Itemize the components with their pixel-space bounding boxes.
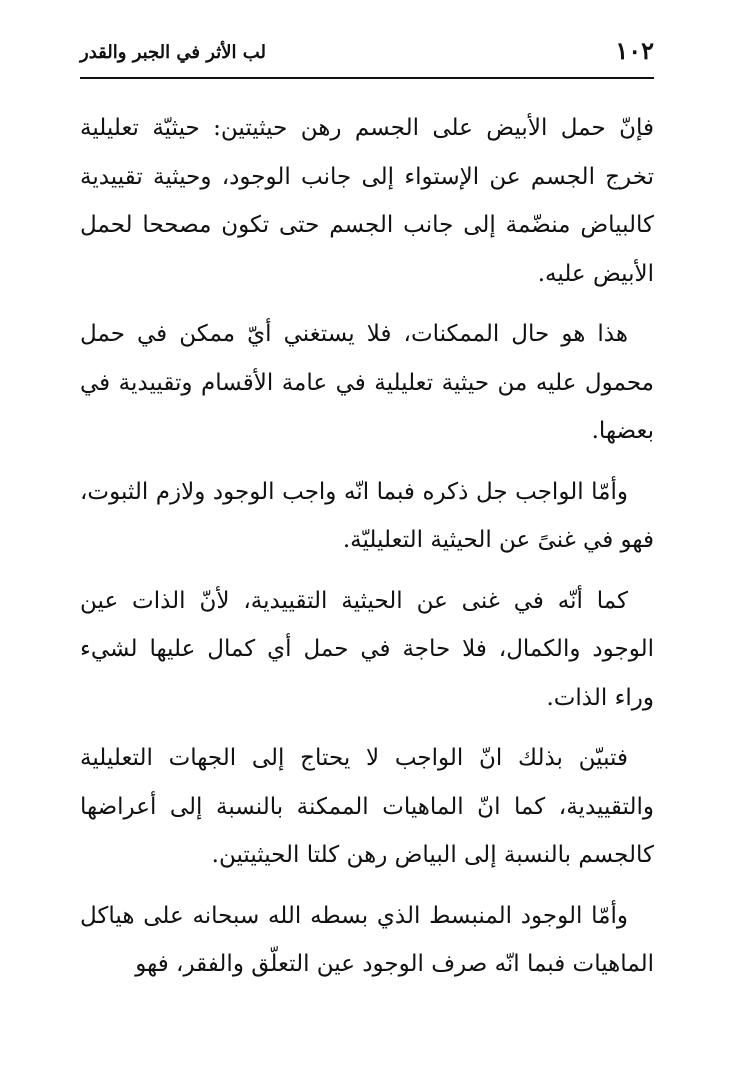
running-title: لب الأثر في الجبر والقدر <box>80 42 266 63</box>
paragraph-1: فإنّ حمل الأبيض على الجسم رهن حيثيتين: حيثيّة تعليلية تخرج الجسم عن الإستواء إلى جانب الوجود، وحيثية تقييدية كالبياض منضّمة إلى جانب الجسم حتى تكون مصححا لحمل الأبيض عليه. <box>80 115 654 287</box>
header-divider <box>80 77 654 79</box>
paragraph-5: فتبيّن بذلك انّ الواجب لا يحتاج إلى الجهات التعليلية والتقييدية، كما انّ الماهيات الممكنة بالنسبة إلى أعراضها كالجسم بالنسبة إلى البياض رهن كلتا الحيثيتين. <box>80 745 654 868</box>
paragraph-6: وأمّا الوجود المنبسط الذي بسطه الله سبحانه على هياكل الماهيات فبما انّه صرف الوجود عين التعلّق والفقر، فهو <box>80 902 654 977</box>
body-text <box>80 104 654 1001</box>
page-header <box>80 34 654 74</box>
paragraph-4: كما أنّه في غنى عن الحيثية التقييدية، لأنّ الذات عين الوجود والكمال، فلا حاجة في حمل أي كمال عليها لشيء وراء الذات. <box>80 587 654 711</box>
page-number: ١٠٢ <box>615 36 654 65</box>
paragraph-2: هذا هو حال الممكنات، فلا يستغني أيّ ممكن في حمل محمول عليه من حيثية تعليلية في عامة الأقسام وتقييدية في بعضها. <box>80 321 654 444</box>
paragraph-3: وأمّا الواجب جل ذكره فبما انّه واجب الوجود ولازم الثبوت، فهو في غنىً عن الحيثية التعليليّة. <box>80 478 654 553</box>
